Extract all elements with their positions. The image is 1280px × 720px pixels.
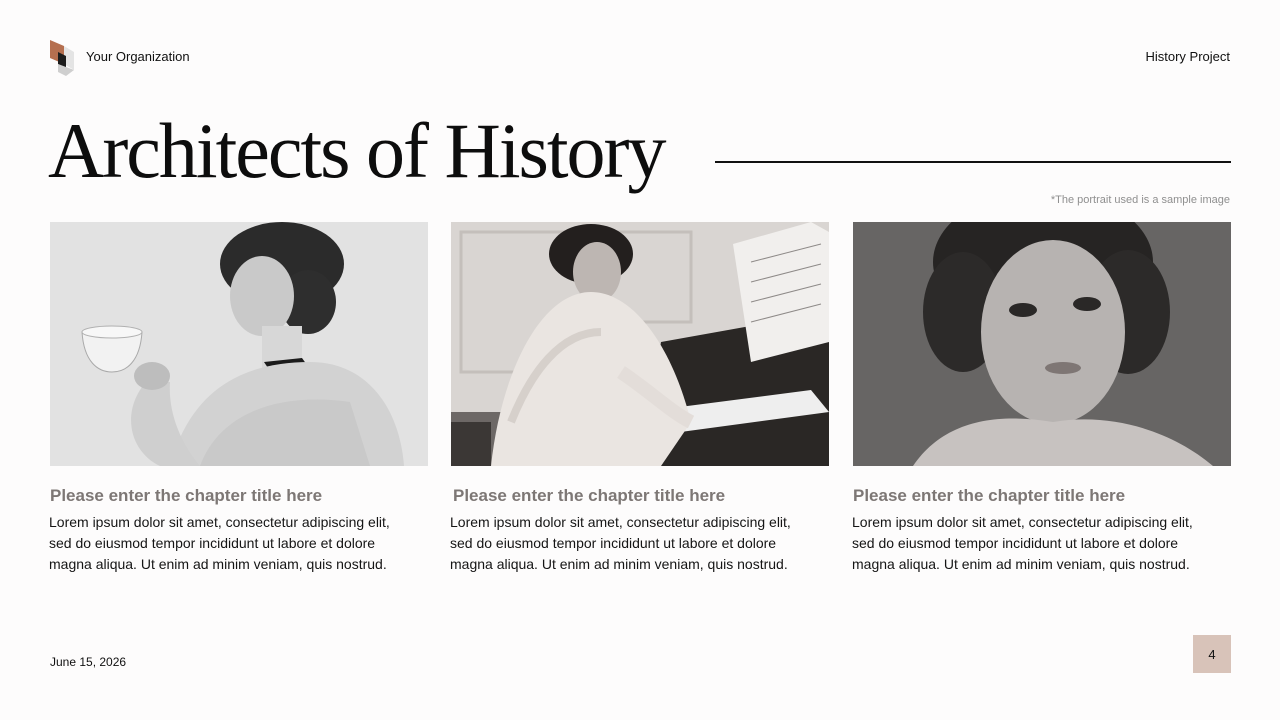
project-name: History Project [1145, 49, 1230, 64]
chapter-card-3 [853, 222, 1231, 575]
page-number: 4 [1208, 646, 1216, 662]
title-divider [715, 161, 1231, 163]
portrait-image-2 [451, 222, 829, 466]
organization-name: Your Organization [86, 49, 190, 64]
sample-image-note: *The portrait used is a sample image [1050, 194, 1230, 206]
chapter-body: Lorem ipsum dolor sit amet, consectetur adipiscing elit, sed do eiusmod tempor incididunt ut labore et dolore magna aliqua. Ut enim ad minim veniam, quis nostrud. [49, 514, 390, 573]
chapter-title: Please enter the chapter title here [453, 486, 726, 505]
presentation-date: June 15, 2026 [50, 655, 127, 669]
page-number-badge [1193, 635, 1231, 673]
portrait-image-1 [50, 222, 428, 466]
chapter-body: Lorem ipsum dolor sit amet, consectetur adipiscing elit, sed do eiusmod tempor incididunt ut labore et dolore magna aliqua. Ut enim ad minim veniam, quis nostrud. [450, 514, 791, 573]
portrait-image-3 [853, 222, 1231, 466]
chapter-body: Lorem ipsum dolor sit amet, consectetur adipiscing elit, sed do eiusmod tempor incididunt ut labore et dolore magna aliqua. Ut enim ad minim veniam, quis nostrud. [852, 514, 1193, 573]
chapter-title: Please enter the chapter title here [50, 486, 323, 505]
chapter-title: Please enter the chapter title here [853, 486, 1126, 505]
chapter-card-2 [451, 222, 829, 575]
chapter-card-1 [50, 222, 428, 575]
page-title: Architects of History [48, 107, 665, 194]
organization-logo-icon [48, 38, 78, 78]
